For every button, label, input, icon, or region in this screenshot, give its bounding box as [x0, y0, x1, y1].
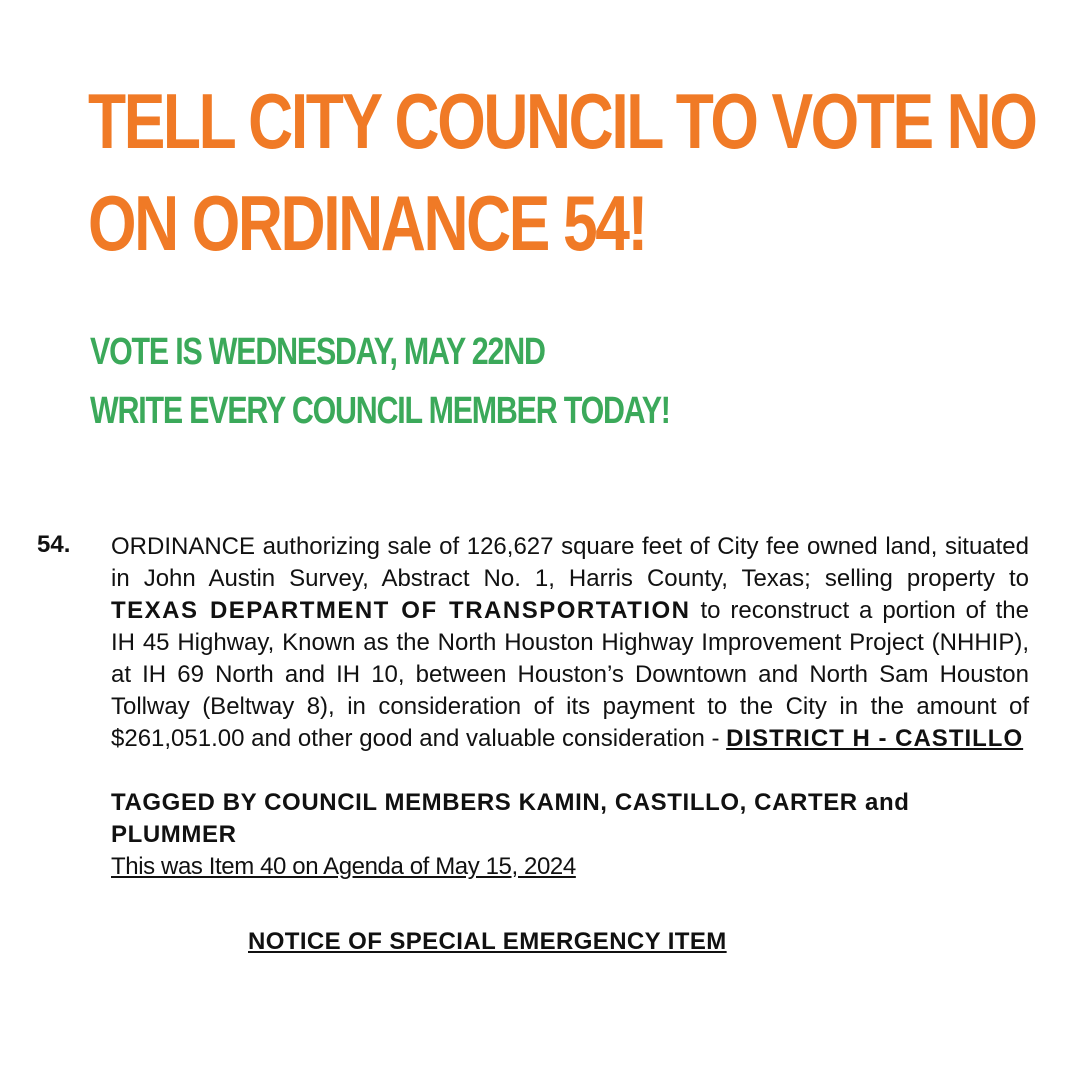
call-to-action-line: WRITE EVERY COUNCIL MEMBER TODAY!	[90, 390, 670, 432]
agenda-item-body	[111, 531, 1029, 755]
notice-heading: NOTICE OF SPECIAL EMERGENCY ITEM	[248, 928, 727, 955]
tagged-by-line: TAGGED BY COUNCIL MEMBERS KAMIN, CASTILLO, CARTER and PLUMMER	[111, 789, 910, 848]
ordinance-text-part-2: to reconstruct a portion of the IH 45 Highway, Known as the North Houston Highway Improvement Project (NHHIP), at IH 69 North and IH 10, between Houston’s Downtown and North Sam Houston Tollway (Beltway 8), in consideration of its payment to the City in the amount of $261,051.00 and other good and valuable consideration -	[111, 597, 1029, 752]
district-label: DISTRICT H - CASTILLO	[726, 725, 1024, 752]
headline-line-1: TELL CITY COUNCIL TO VOTE NO	[88, 77, 1036, 165]
vote-date-line: VOTE IS WEDNESDAY, MAY 22ND	[90, 331, 545, 373]
buyer-name: TEXAS DEPARTMENT OF TRANSPORTATION	[111, 597, 691, 624]
agenda-reference: This was Item 40 on Agenda of May 15, 2024	[111, 853, 576, 880]
headline-line-2: ON ORDINANCE 54!	[88, 179, 646, 267]
headline	[88, 70, 1036, 274]
ordinance-text-part-1: ORDINANCE authorizing sale of 126,627 square feet of City fee owned land, situated in John Austin Survey, Abstract No. 1, Harris County, Texas; selling property to	[111, 533, 1029, 592]
agenda-item-number: 54.	[37, 531, 71, 558]
